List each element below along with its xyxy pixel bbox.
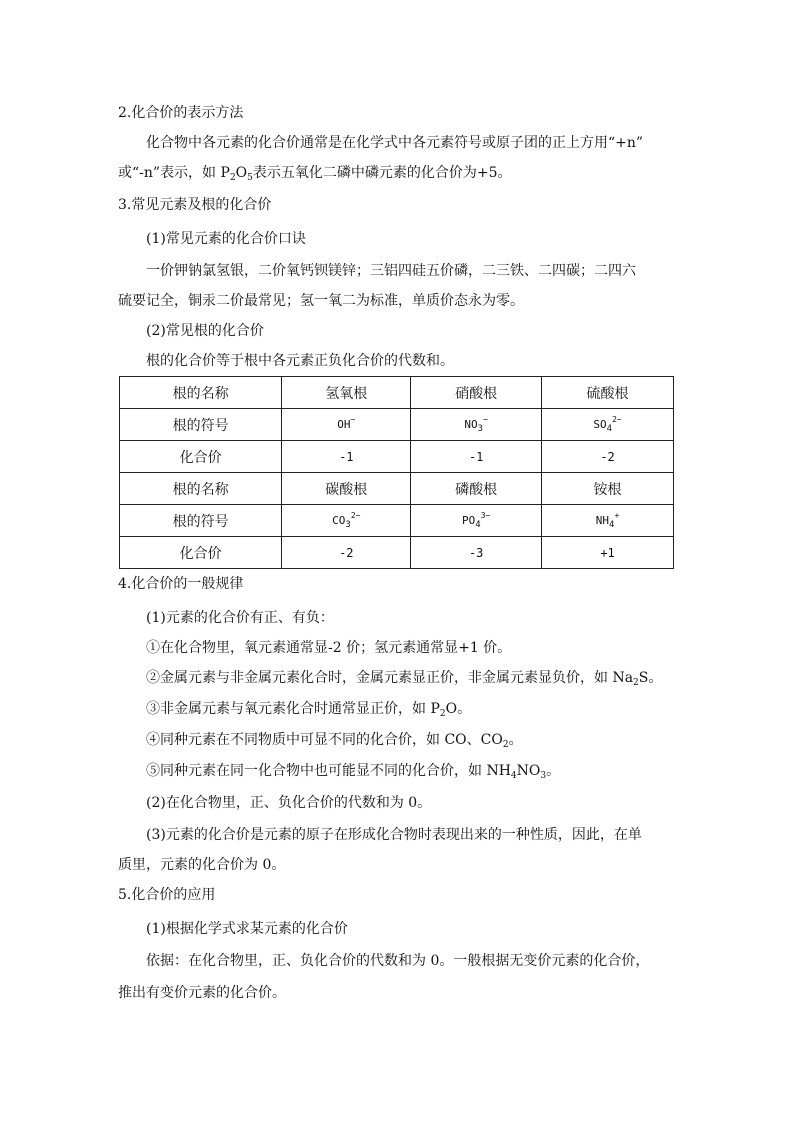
formula-cell: OH−	[282, 409, 411, 441]
subscript: 5	[247, 173, 253, 183]
section-5-heading: 5.化合价的应用	[118, 887, 216, 903]
formula-cell: $NO_3^-$	[411, 409, 542, 441]
formula-cell: $NH_4^+$	[542, 505, 674, 537]
table-row	[120, 473, 674, 505]
rule-item: ①在化合物里，氧元素通常显-2 价；氢元素通常显+1 价。	[146, 640, 512, 656]
table-cell: 根的符号	[120, 505, 282, 537]
table-cell: -1	[411, 441, 542, 473]
table-cell: +1	[542, 537, 674, 569]
table-cell: 根的符号	[120, 409, 282, 441]
text-span: 表示五氧化二磷中磷元素的化合价为+5。	[252, 165, 512, 181]
table-cell: 根的名称	[120, 473, 282, 505]
rule-item: ②金属元素与非金属元素化合时，金属元素显正价，非金属元素显负价，如 $Na_2S$。	[146, 670, 663, 688]
subheading: (2)在化合物里，正、负化合价的代数和为 0。	[146, 795, 432, 811]
table-row	[120, 409, 674, 441]
rule-item: ④同种元素在不同物质中可显不同的化合价，如 CO、$CO_2$。	[146, 732, 523, 750]
table-cell: 碳酸根	[282, 473, 411, 505]
table-cell: 铵根	[542, 473, 674, 505]
table-cell: 磷酸根	[411, 473, 542, 505]
section-4-heading: 4.化合价的一般规律	[118, 576, 244, 592]
table-cell: 根的名称	[120, 377, 282, 409]
subscript: 2	[229, 173, 236, 183]
paragraph-line: 推出有变价元素的化合价。	[118, 985, 286, 1001]
subheading: (1)常见元素的化合价口诀	[146, 231, 306, 247]
table-cell: 氢氧根	[282, 377, 411, 409]
paragraph-line: 一价钾钠氯氢银，二价氧钙钡镁锌；三铝四硅五价磷，二三铁、二四碳；二四六	[146, 263, 636, 279]
subheading: (1)根据化学式求某元素的化合价	[146, 921, 348, 937]
table-cell: 化合价	[120, 441, 282, 473]
rule-item: ⑤同种元素在同一化合物中也可能显不同的化合价，如 $NH_4NO_3$。	[146, 763, 561, 781]
subheading: (1)元素的化合价有正、有负：	[146, 610, 334, 626]
formula-cell: $CO_3^{2-}$	[282, 505, 411, 537]
paragraph-line	[118, 164, 512, 187]
text-span: 或“-n”表示，如 P	[118, 165, 230, 181]
table-row	[120, 441, 674, 473]
table-cell: 硫酸根	[542, 377, 674, 409]
paragraph-line: 硫要记全，铜汞二价最常见；氢一氧二为标准，单质价态永为零。	[118, 293, 524, 309]
paragraph-line: 质里，元素的化合价为 0。	[118, 857, 286, 873]
table-row	[120, 505, 674, 537]
radical-valence-table	[119, 376, 674, 569]
paragraph-line: 化合物中各元素的化合价通常是在化学式中各元素符号或原子团的正上方用“+n”	[146, 135, 644, 151]
table-cell: -1	[282, 441, 411, 473]
text-span: O	[235, 165, 248, 181]
table-row	[120, 537, 674, 569]
paragraph-line: 依据：在化合物里，正、负化合价的代数和为 0。一般根据无变价元素的化合价，	[146, 953, 650, 969]
table-cell: 硝酸根	[411, 377, 542, 409]
table-cell: -3	[411, 537, 542, 569]
table-cell: -2	[542, 441, 674, 473]
table-cell: 化合价	[120, 537, 282, 569]
formula-cell: $SO_4^{2-}$	[542, 409, 674, 441]
rule-item: ③非金属元素与氧元素化合时通常显正价，如 $P_2O$。	[146, 701, 472, 719]
formula-cell: $PO_4^{3-}$	[411, 505, 542, 537]
section-3-heading: 3.常见元素及根的化合价	[118, 197, 272, 213]
section-2-heading: 2.化合价的表示方法	[118, 105, 244, 121]
table-row	[120, 377, 674, 409]
paragraph-line: (3)元素的化合价是元素的原子在形成化合物时表现出来的一种性质，因此，在单	[146, 827, 642, 843]
table-cell: -2	[282, 537, 411, 569]
paragraph-line: 根的化合价等于根中各元素正负化合价的代数和。	[146, 353, 454, 369]
subheading: (2)常见根的化合价	[146, 323, 264, 339]
